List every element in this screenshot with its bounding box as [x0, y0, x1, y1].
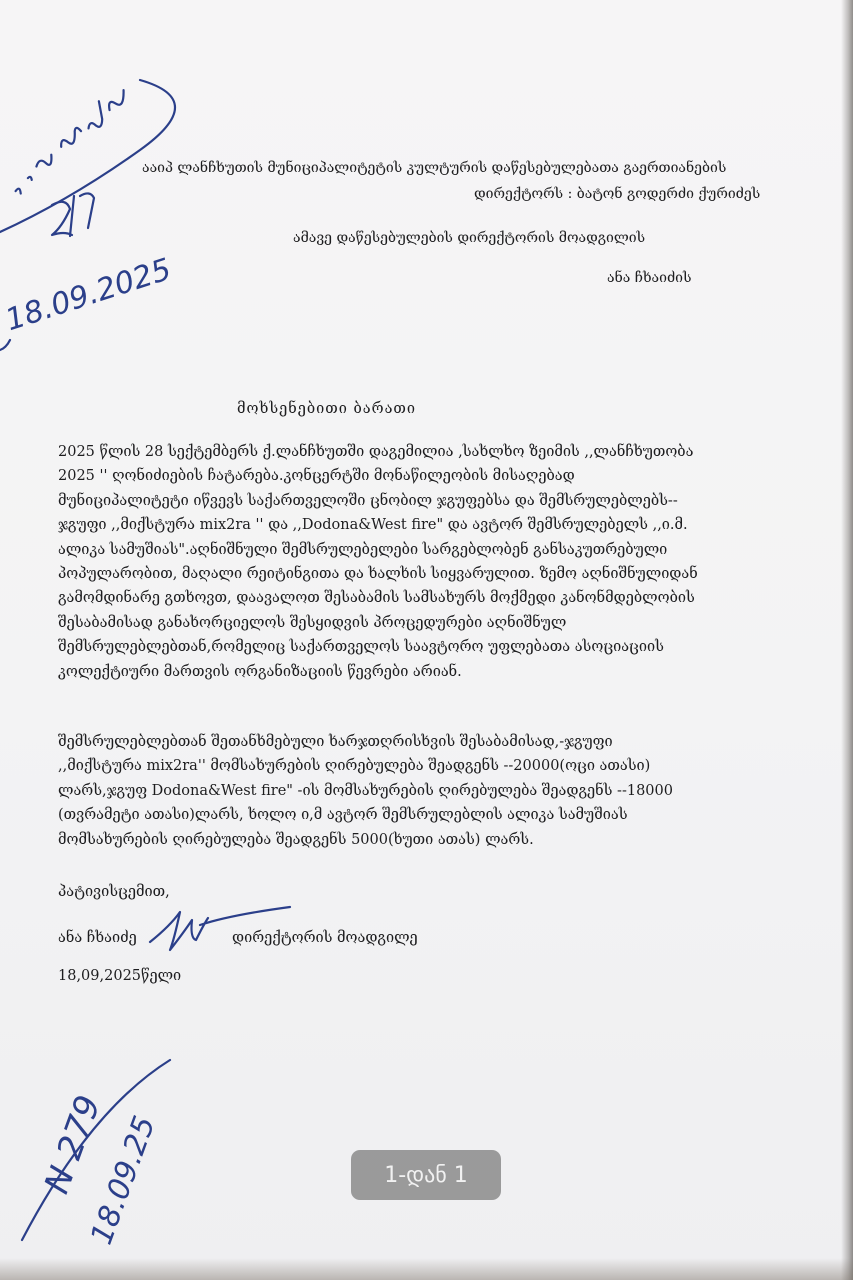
- sender-line-2: ანა ჩხაიძის: [607, 270, 692, 286]
- svg-text:18.09.25: 18.09.25: [84, 1111, 163, 1250]
- closing-regards: პატივისცემით,: [58, 884, 170, 900]
- addressee-line-2: დირექტორს : ბატონ გოდერძი ქურიძეს: [474, 186, 761, 202]
- page-edge-shadow-right: [841, 0, 853, 1280]
- handwritten-resolution-note: [0, 90, 145, 195]
- paragraph-line: მუნიციპალიტეტი იწვევს საქართველოში ცნობილ ჯგუფებსა და შემსრულებლებს--: [58, 492, 678, 509]
- closing-date: 18,09,2025წელი: [58, 968, 182, 984]
- sender-line-1: ამავე დაწესებულების დირექტორის მოადგილის: [293, 230, 646, 246]
- paragraph-line: 2025 '' ღონიძიების ჩატარება.კონცერტში მონაწილეობის მისაღებად: [58, 468, 575, 485]
- addressee-line-1: ააიპ ლანჩხუთის მუნიციპალიტეტის კულტურის დაწესებულებათა გაერთიანების: [142, 160, 727, 176]
- svg-text:18.09.2025: 18.09.2025: [1, 251, 176, 339]
- paragraph-line: ჯგუფი ,,მიქსტურა mix2ra '' და ,,Dodona&West fire" და ავტორ შემსრულებელს ,,ი.მ.: [58, 517, 688, 534]
- paragraph-line: პოპულარობით, მაღალი რეიტინგითა და ხალხის სიყვარულით. ზემო აღნიშნულიდან: [58, 565, 698, 582]
- page-indicator: 1-დან 1: [351, 1150, 501, 1200]
- paragraph-line: გამომდინარე გთხოვთ, დაავალოთ შესაბამის სამსახურს მოქმედი კანონმდებლობის: [58, 590, 695, 607]
- paragraph-line: ალიკა სამუშიას".აღნიშნული შემსრულებელები სარგებლობენ განსაკუთრებული: [58, 541, 668, 558]
- page-edge-shadow-bottom: [0, 1258, 853, 1280]
- paragraph-line: ლარს,ჯგუფ Dodona&West fire" -ის მომსახურების ღირებულება შეადგენს --18000: [58, 782, 673, 799]
- paragraph-line: კოლექტიური მართვის ორგანიზაციის წევრები არიან.: [58, 663, 462, 680]
- paragraph-line: მომსახურების ღირებულება შეადგენს 5000(ხუთი ათას) ლარს.: [58, 831, 534, 848]
- handwritten-top-date: [1, 252, 175, 338]
- handwritten-signature: [150, 907, 290, 950]
- paragraph-line: ,,მიქსტურა mix2ra'' მომსახურების ღირებულება შეადგენს --20000(ოცი ათასი): [58, 758, 651, 775]
- signer-name: ანა ჩხაიძე: [58, 930, 137, 946]
- svg-text:N 279: N 279: [36, 1090, 110, 1199]
- handwritten-underline-stroke: [0, 80, 175, 232]
- handwritten-registration-number: [37, 1090, 109, 1199]
- paragraph-line: 2025 წლის 28 სექტემბერს ქ.ლანჩხუთში დაგემილია ,სახლხო ზეიმის ,,ლანჩხუთობა: [58, 444, 694, 460]
- paragraph-line: (თვრამეტი ათასი)ლარს, ხოლო ი,მ ავტორ შემსრულებლის ალიკა სამუშიას: [58, 807, 628, 824]
- paragraph-line: შესაბამისად განახორციელოს შესყიდვის პროცედურები აღნიშნულ: [58, 614, 567, 631]
- paragraph-line: შემსრულებლებთან შეთანხმებული ხარჯთღრისხვის შესაბამისად,-ჯგუფი: [58, 734, 613, 750]
- signer-title: დირექტორის მოადგილე: [232, 930, 418, 946]
- document-title: მოხსენებითი ბარათი: [237, 401, 417, 417]
- paragraph-line: შემსრულებლებთან,რომელიც საქართველოს საავტორო უფლებათა ასოციაციის: [58, 639, 664, 656]
- handwritten-initials: [52, 193, 94, 236]
